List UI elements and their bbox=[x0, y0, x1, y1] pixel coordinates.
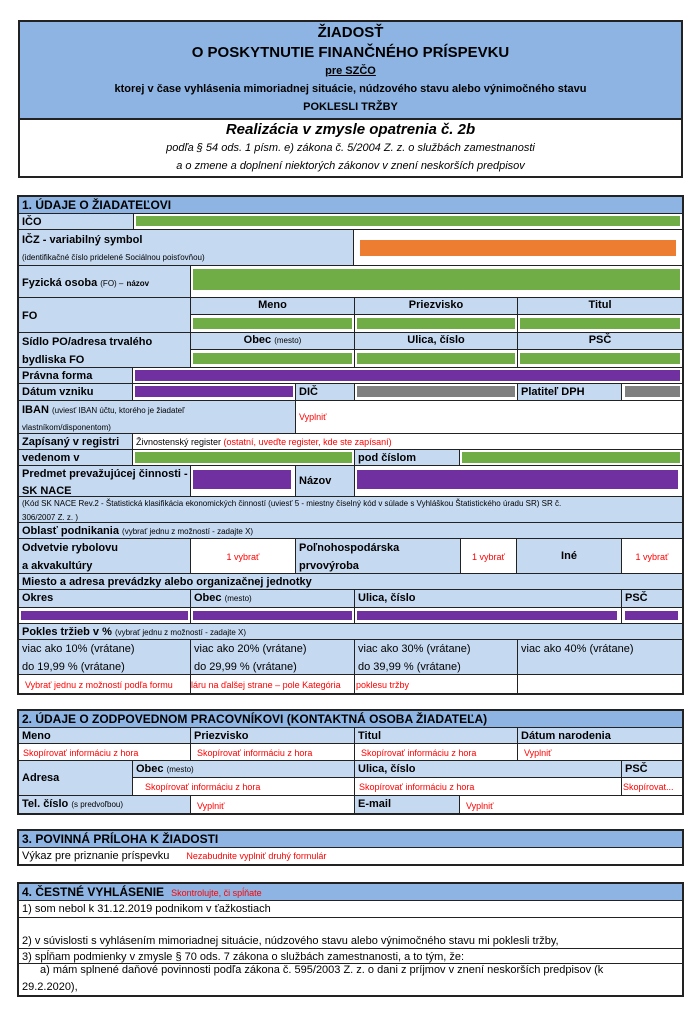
nace-code-field[interactable] bbox=[190, 465, 296, 497]
nace-name-fill bbox=[357, 470, 678, 489]
contact-meno-field[interactable] bbox=[18, 743, 191, 761]
pravna-forma-fill bbox=[135, 370, 680, 381]
attachment-item: Výkaz pre priznanie príspevku bbox=[22, 850, 170, 862]
ico-label: IČO bbox=[18, 213, 134, 230]
contact-email-label: E-mail bbox=[354, 795, 460, 814]
form-target bbox=[20, 64, 681, 78]
iban-note-1: (uviesť IBAN účtu, ktorého je žiadateľ bbox=[51, 406, 185, 415]
fo-name-label bbox=[19, 275, 152, 292]
contact-titul-hint: Skopírovať informáciu z hora bbox=[361, 748, 477, 758]
odvetvie-label-1: Odvetvie rybolovu bbox=[22, 542, 118, 554]
sidlo-mesto-note: (mesto) bbox=[274, 336, 302, 345]
contact-ulica-header: Ulica, číslo bbox=[354, 760, 622, 778]
fo-name-field[interactable] bbox=[190, 265, 683, 298]
fo-titul-fill bbox=[520, 318, 680, 329]
fo-titul-header: Titul bbox=[517, 297, 683, 315]
nazov-label-text: Názov bbox=[299, 475, 332, 487]
iban-label: IBAN bbox=[22, 404, 49, 416]
contact-obec-field[interactable] bbox=[132, 777, 355, 796]
pokles-select-3[interactable] bbox=[354, 674, 518, 694]
prevadzka-psc-fill bbox=[625, 611, 678, 620]
contact-tel-text: Tel. číslo bbox=[22, 798, 69, 810]
iban-hint: Vyplniť bbox=[299, 412, 327, 422]
dic-field[interactable] bbox=[354, 383, 518, 401]
ine-label bbox=[516, 538, 622, 574]
sidlo-obec-header bbox=[190, 332, 355, 350]
section-1-title: 1. ÚDAJE O ŽIADATEĽOVI bbox=[18, 196, 683, 214]
declaration-item-3a-line1: a) mám splnené daňové povinnosti podľa zákona č. 595/2003 Z. z. o dani z príjmov v znení neskorších predpisov (k bbox=[40, 964, 604, 976]
polnohosp-select[interactable] bbox=[460, 538, 517, 574]
contact-tel-field[interactable] bbox=[190, 795, 355, 814]
sidlo-psc-header: PSČ bbox=[517, 332, 683, 350]
fo-name-input-fill bbox=[193, 269, 680, 290]
fo-label-cell bbox=[18, 297, 191, 333]
pokles-label-cell bbox=[18, 623, 683, 640]
sidlo-ulica-field[interactable] bbox=[354, 349, 518, 368]
attachment-hint: Nezabudnite vyplniť druhý formulár bbox=[186, 851, 327, 861]
pokles-hint-b: láru na ďalšej strane – pole Kategória bbox=[191, 680, 341, 690]
oblast-note: (vybrať jednu z možností - zadajte X) bbox=[122, 527, 254, 536]
sidlo-label-2: bydliska FO bbox=[22, 354, 85, 366]
fo-titul-field[interactable] bbox=[517, 314, 683, 333]
fo-priezvisko-fill bbox=[357, 318, 515, 329]
ine-select[interactable] bbox=[621, 538, 683, 574]
declaration-item-3a bbox=[18, 963, 683, 996]
contact-titul-header: Titul bbox=[354, 727, 518, 744]
pokles-option-2-line1: viac ako 20% (vrátane) bbox=[194, 643, 307, 655]
register-field[interactable] bbox=[132, 433, 683, 450]
contact-priezvisko-field[interactable] bbox=[190, 743, 355, 761]
contact-ulica-hint: Skopírovať informáciu z hora bbox=[359, 782, 475, 792]
prevadzka-obec-header bbox=[190, 589, 355, 608]
contact-obec-label: Obec bbox=[136, 763, 164, 775]
icz-note: (identifikačné číslo pridelené Sociálnou poisťovňou) bbox=[22, 253, 205, 262]
pokles-option-4-line1: viac ako 40% (vrátane) bbox=[521, 643, 634, 655]
contact-meno-hint: Skopírovať informáciu z hora bbox=[23, 748, 139, 758]
polnohosp-hint: 1 vybrať bbox=[472, 552, 505, 562]
prevadzka-psc-header: PSČ bbox=[621, 589, 683, 608]
fo-name-label-small: (FO) – bbox=[100, 279, 124, 288]
form-header bbox=[18, 20, 683, 120]
declaration-item-1: 1) som nebol k 31.12.2019 podnikom v ťažkostiach bbox=[18, 900, 683, 918]
polnohosp-label-cell bbox=[295, 538, 461, 574]
contact-datum-header: Dátum narodenia bbox=[517, 727, 683, 744]
sidlo-psc-fill bbox=[520, 353, 680, 364]
section-3-title: 3. POVINNÁ PRÍLOHA K ŽIADOSTI bbox=[18, 830, 683, 848]
section-4-title-cell bbox=[18, 883, 683, 901]
contact-email-field[interactable] bbox=[459, 795, 683, 814]
fo-name-label-suffix: názov bbox=[126, 279, 150, 288]
pokles-option-3[interactable] bbox=[354, 639, 518, 675]
sidlo-ulica-header: Ulica, číslo bbox=[354, 332, 518, 350]
pokles-option-1-line1: viac ako 10% (vrátane) bbox=[22, 643, 135, 655]
datum-vzniku-label: Dátum vzniku bbox=[18, 383, 133, 401]
measure-title: Realizácia v zmysle opatrenia č. 2b bbox=[225, 121, 476, 138]
pod-cislom-label: pod číslom bbox=[354, 449, 460, 466]
legal-basis-box bbox=[18, 118, 683, 178]
vedenom-label: vedenom v bbox=[18, 449, 133, 466]
ine-label-text: Iné bbox=[561, 550, 577, 562]
legal-line-1: podľa § 54 ods. 1 písm. e) zákona č. 5/2004 Z. z. o službách zamestnanosti bbox=[166, 142, 535, 154]
ine-hint: 1 vybrať bbox=[635, 552, 669, 562]
odvetvie-select[interactable] bbox=[190, 538, 296, 574]
pokles-option-3-line2: do 39,99 % (vrátane) bbox=[358, 661, 461, 673]
fo-meno-fill bbox=[193, 318, 352, 329]
predmet-label-cell bbox=[18, 465, 191, 497]
datum-vzniku-fill bbox=[135, 386, 293, 397]
fo-name-label-text: Fyzická osoba bbox=[22, 277, 98, 289]
declaration-item-3: 3) spĺňam podmienky v zmysle § 70 ods. 7 zákona o službách zamestnanosti, a to tým, že: bbox=[18, 948, 683, 964]
pravna-forma-label: Právna forma bbox=[18, 367, 133, 384]
prevadzka-ulica-field[interactable] bbox=[354, 607, 622, 624]
pokles-option-3-line1: viac ako 30% (vrátane) bbox=[358, 643, 471, 655]
icz-label: IČZ - variabilný symbol bbox=[22, 234, 143, 246]
sidlo-obec-label: Obec bbox=[243, 334, 272, 346]
nace-name-field[interactable] bbox=[354, 465, 683, 497]
section-4-title: 4. ČESTNÉ VYHLÁSENIE bbox=[22, 885, 165, 899]
legal-line-2: a o zmene a doplnení niektorých zákonov v znení neskorších predpisov bbox=[176, 160, 525, 172]
sidlo-ulica-fill bbox=[357, 353, 515, 364]
declaration-item-2 bbox=[18, 917, 683, 949]
fo-name-label-cell bbox=[18, 265, 191, 298]
predmet-label-2: SK NACE bbox=[22, 485, 72, 497]
iban-label-cell bbox=[18, 400, 296, 434]
dic-label: DIČ bbox=[295, 383, 355, 401]
declaration-item-2-text: 2) v súvislosti s vyhlásením mimoriadnej situácie, núdzového stavu alebo výnimočného stavu mi poklesli tržby, bbox=[22, 935, 559, 947]
iban-label-line1 bbox=[19, 402, 187, 419]
contact-tel-hint: Vyplniť bbox=[197, 801, 225, 811]
contact-priezvisko-hint: Skopírovať informáciu z hora bbox=[197, 748, 313, 758]
contact-adresa-text: Adresa bbox=[22, 772, 60, 784]
sidlo-label-1: Sídlo PO/adresa trvalého bbox=[22, 336, 153, 348]
ico-field[interactable] bbox=[133, 213, 683, 230]
odvetvie-label-cell bbox=[18, 538, 191, 574]
zapisany-label: Zapísaný v registri bbox=[18, 433, 133, 450]
platitel-dph-label: Platiteľ DPH bbox=[517, 383, 622, 401]
fo-priezvisko-header: Priezvisko bbox=[354, 297, 518, 315]
prevadzka-ulica-header: Ulica, číslo bbox=[354, 589, 622, 608]
vedenom-fill bbox=[135, 452, 352, 463]
nace-code-fill bbox=[193, 470, 291, 489]
contact-datum-field[interactable] bbox=[517, 743, 683, 761]
nazov-label bbox=[295, 465, 355, 497]
pokles-select-2[interactable] bbox=[190, 674, 355, 694]
polnohosp-label-1: Poľnohospodárska bbox=[299, 542, 400, 554]
contact-email-hint: Vyplniť bbox=[466, 801, 494, 811]
contact-priezvisko-header: Priezvisko bbox=[190, 727, 355, 744]
fo-meno-field[interactable] bbox=[190, 314, 355, 333]
polnohosp-label-2: prvovýroba bbox=[299, 560, 359, 572]
prevadzka-okres-field[interactable] bbox=[18, 607, 191, 624]
declaration-item-3a-line2: 29.2.2020), bbox=[22, 981, 78, 993]
pokles-option-4[interactable] bbox=[517, 639, 683, 675]
sidlo-obec-fill bbox=[193, 353, 352, 364]
nace-note-1: (Kód SK NACE Rev.2 - Štatistická klasifikácia ekonomických činností (uviesť 5 - miestny číselný kód v súlade s Vyhláškou Štatistického úradu SR) SR č. bbox=[22, 499, 562, 508]
contact-tel-note: (s predvoľbou) bbox=[71, 800, 124, 809]
section-4-hint: Skontrolujte, či spĺňate bbox=[171, 888, 262, 898]
odvetvie-hint: 1 vybrať bbox=[226, 552, 260, 562]
fo-meno-header: Meno bbox=[190, 297, 355, 315]
oblast-label: Oblasť podnikania bbox=[22, 525, 119, 537]
fo-label: FO bbox=[22, 310, 38, 322]
pokles-select-1[interactable] bbox=[18, 674, 191, 694]
prevadzka-obec-fill bbox=[193, 611, 352, 620]
contact-mesto-note: (mesto) bbox=[166, 765, 194, 774]
contact-psc-header: PSČ bbox=[621, 760, 683, 778]
platitel-dph-field[interactable] bbox=[621, 383, 683, 401]
predmet-label-1: Predmet prevažujúcej činnosti - bbox=[22, 468, 188, 480]
register-value: Živnostenský register bbox=[136, 437, 222, 447]
nace-note-2: 306/2007 Z. z. ) bbox=[22, 513, 79, 522]
vedenom-field[interactable] bbox=[132, 449, 355, 466]
pokles-option-4-line2 bbox=[518, 659, 524, 661]
iban-field[interactable] bbox=[295, 400, 683, 434]
prevadzka-okres-fill bbox=[21, 611, 188, 620]
section-2-title: 2. ÚDAJE O ZODPOVEDNOM PRACOVNÍKOVI (KONTAKTNÁ OSOBA ŽIADATEĽA) bbox=[18, 710, 683, 728]
contact-ulica-field[interactable] bbox=[354, 777, 622, 796]
contact-meno-header: Meno bbox=[18, 727, 191, 744]
pravna-forma-field[interactable] bbox=[132, 367, 683, 384]
contact-psc-hint: Skopírovat... bbox=[623, 782, 674, 792]
pokles-option-1-line2: do 19,99 % (vrátane) bbox=[22, 661, 125, 673]
pokles-option-2[interactable] bbox=[190, 639, 355, 675]
datum-vzniku-field[interactable] bbox=[132, 383, 296, 401]
contact-adresa-label bbox=[18, 760, 133, 796]
pokles-select-4[interactable] bbox=[517, 674, 683, 694]
form-description: ktorej v čase vyhlásenia mimoriadnej situácie, núdzového stavu alebo výnimočného stavu bbox=[114, 83, 587, 95]
miesto-label: Miesto a adresa prevádzky alebo organizačnej jednotky bbox=[18, 573, 683, 590]
form-title: ŽIADOSŤ bbox=[317, 24, 384, 41]
oblast-label-cell bbox=[18, 522, 683, 539]
form-target-text: pre SZČO bbox=[325, 65, 376, 77]
odvetvie-label-2: a akvakultúry bbox=[22, 560, 93, 572]
form-condition: POKLESLI TRŽBY bbox=[303, 101, 398, 113]
contact-obec-hint: Skopírovať informáciu z hora bbox=[145, 782, 261, 792]
contact-tel-label bbox=[18, 795, 191, 814]
contact-psc-field[interactable] bbox=[621, 777, 683, 796]
icz-input-fill bbox=[360, 240, 676, 256]
prevadzka-psc-field[interactable] bbox=[621, 607, 683, 624]
iban-note-2: vlastníkom/disponentom) bbox=[22, 423, 111, 432]
sidlo-label-cell bbox=[18, 332, 191, 368]
attachment-row bbox=[18, 847, 683, 865]
fo-priezvisko-field[interactable] bbox=[354, 314, 518, 333]
pokles-note: (vybrať jednu z možností - zadajte X) bbox=[114, 628, 246, 637]
pod-cislom-field[interactable] bbox=[459, 449, 683, 466]
ico-input-fill bbox=[136, 216, 680, 226]
pokles-option-1[interactable] bbox=[18, 639, 191, 675]
pokles-option-2-line2: do 29,99 % (vrátane) bbox=[194, 661, 297, 673]
platitel-dph-fill bbox=[625, 386, 680, 397]
icz-label-cell bbox=[18, 229, 354, 266]
prevadzka-mesto-note: (mesto) bbox=[224, 594, 252, 603]
nace-note-cell bbox=[18, 496, 683, 523]
sidlo-obec-field[interactable] bbox=[190, 349, 355, 368]
prevadzka-obec-field[interactable] bbox=[190, 607, 355, 624]
contact-obec-header bbox=[132, 760, 355, 778]
prevadzka-ulica-fill bbox=[357, 611, 617, 620]
prevadzka-okres-header: Okres bbox=[18, 589, 191, 608]
icz-field[interactable] bbox=[353, 229, 683, 266]
contact-titul-field[interactable] bbox=[354, 743, 518, 761]
contact-datum-hint: Vyplniť bbox=[524, 748, 552, 758]
pokles-hint-a: Vybrať jednu z možností podľa formu bbox=[25, 680, 173, 690]
pokles-hint-c: poklesu tržby bbox=[356, 680, 410, 690]
register-hint: (ostatní, uveďte register, kde ste zapísaní) bbox=[223, 437, 392, 447]
prevadzka-obec-label: Obec bbox=[194, 592, 222, 604]
form-subtitle: O POSKYTNUTIE FINANČNÉHO PRÍSPEVKU bbox=[191, 44, 510, 61]
pod-cislom-fill bbox=[462, 452, 680, 463]
pokles-label: Pokles tržieb v % bbox=[22, 626, 112, 638]
dic-fill bbox=[357, 386, 515, 397]
sidlo-psc-field[interactable] bbox=[517, 349, 683, 368]
